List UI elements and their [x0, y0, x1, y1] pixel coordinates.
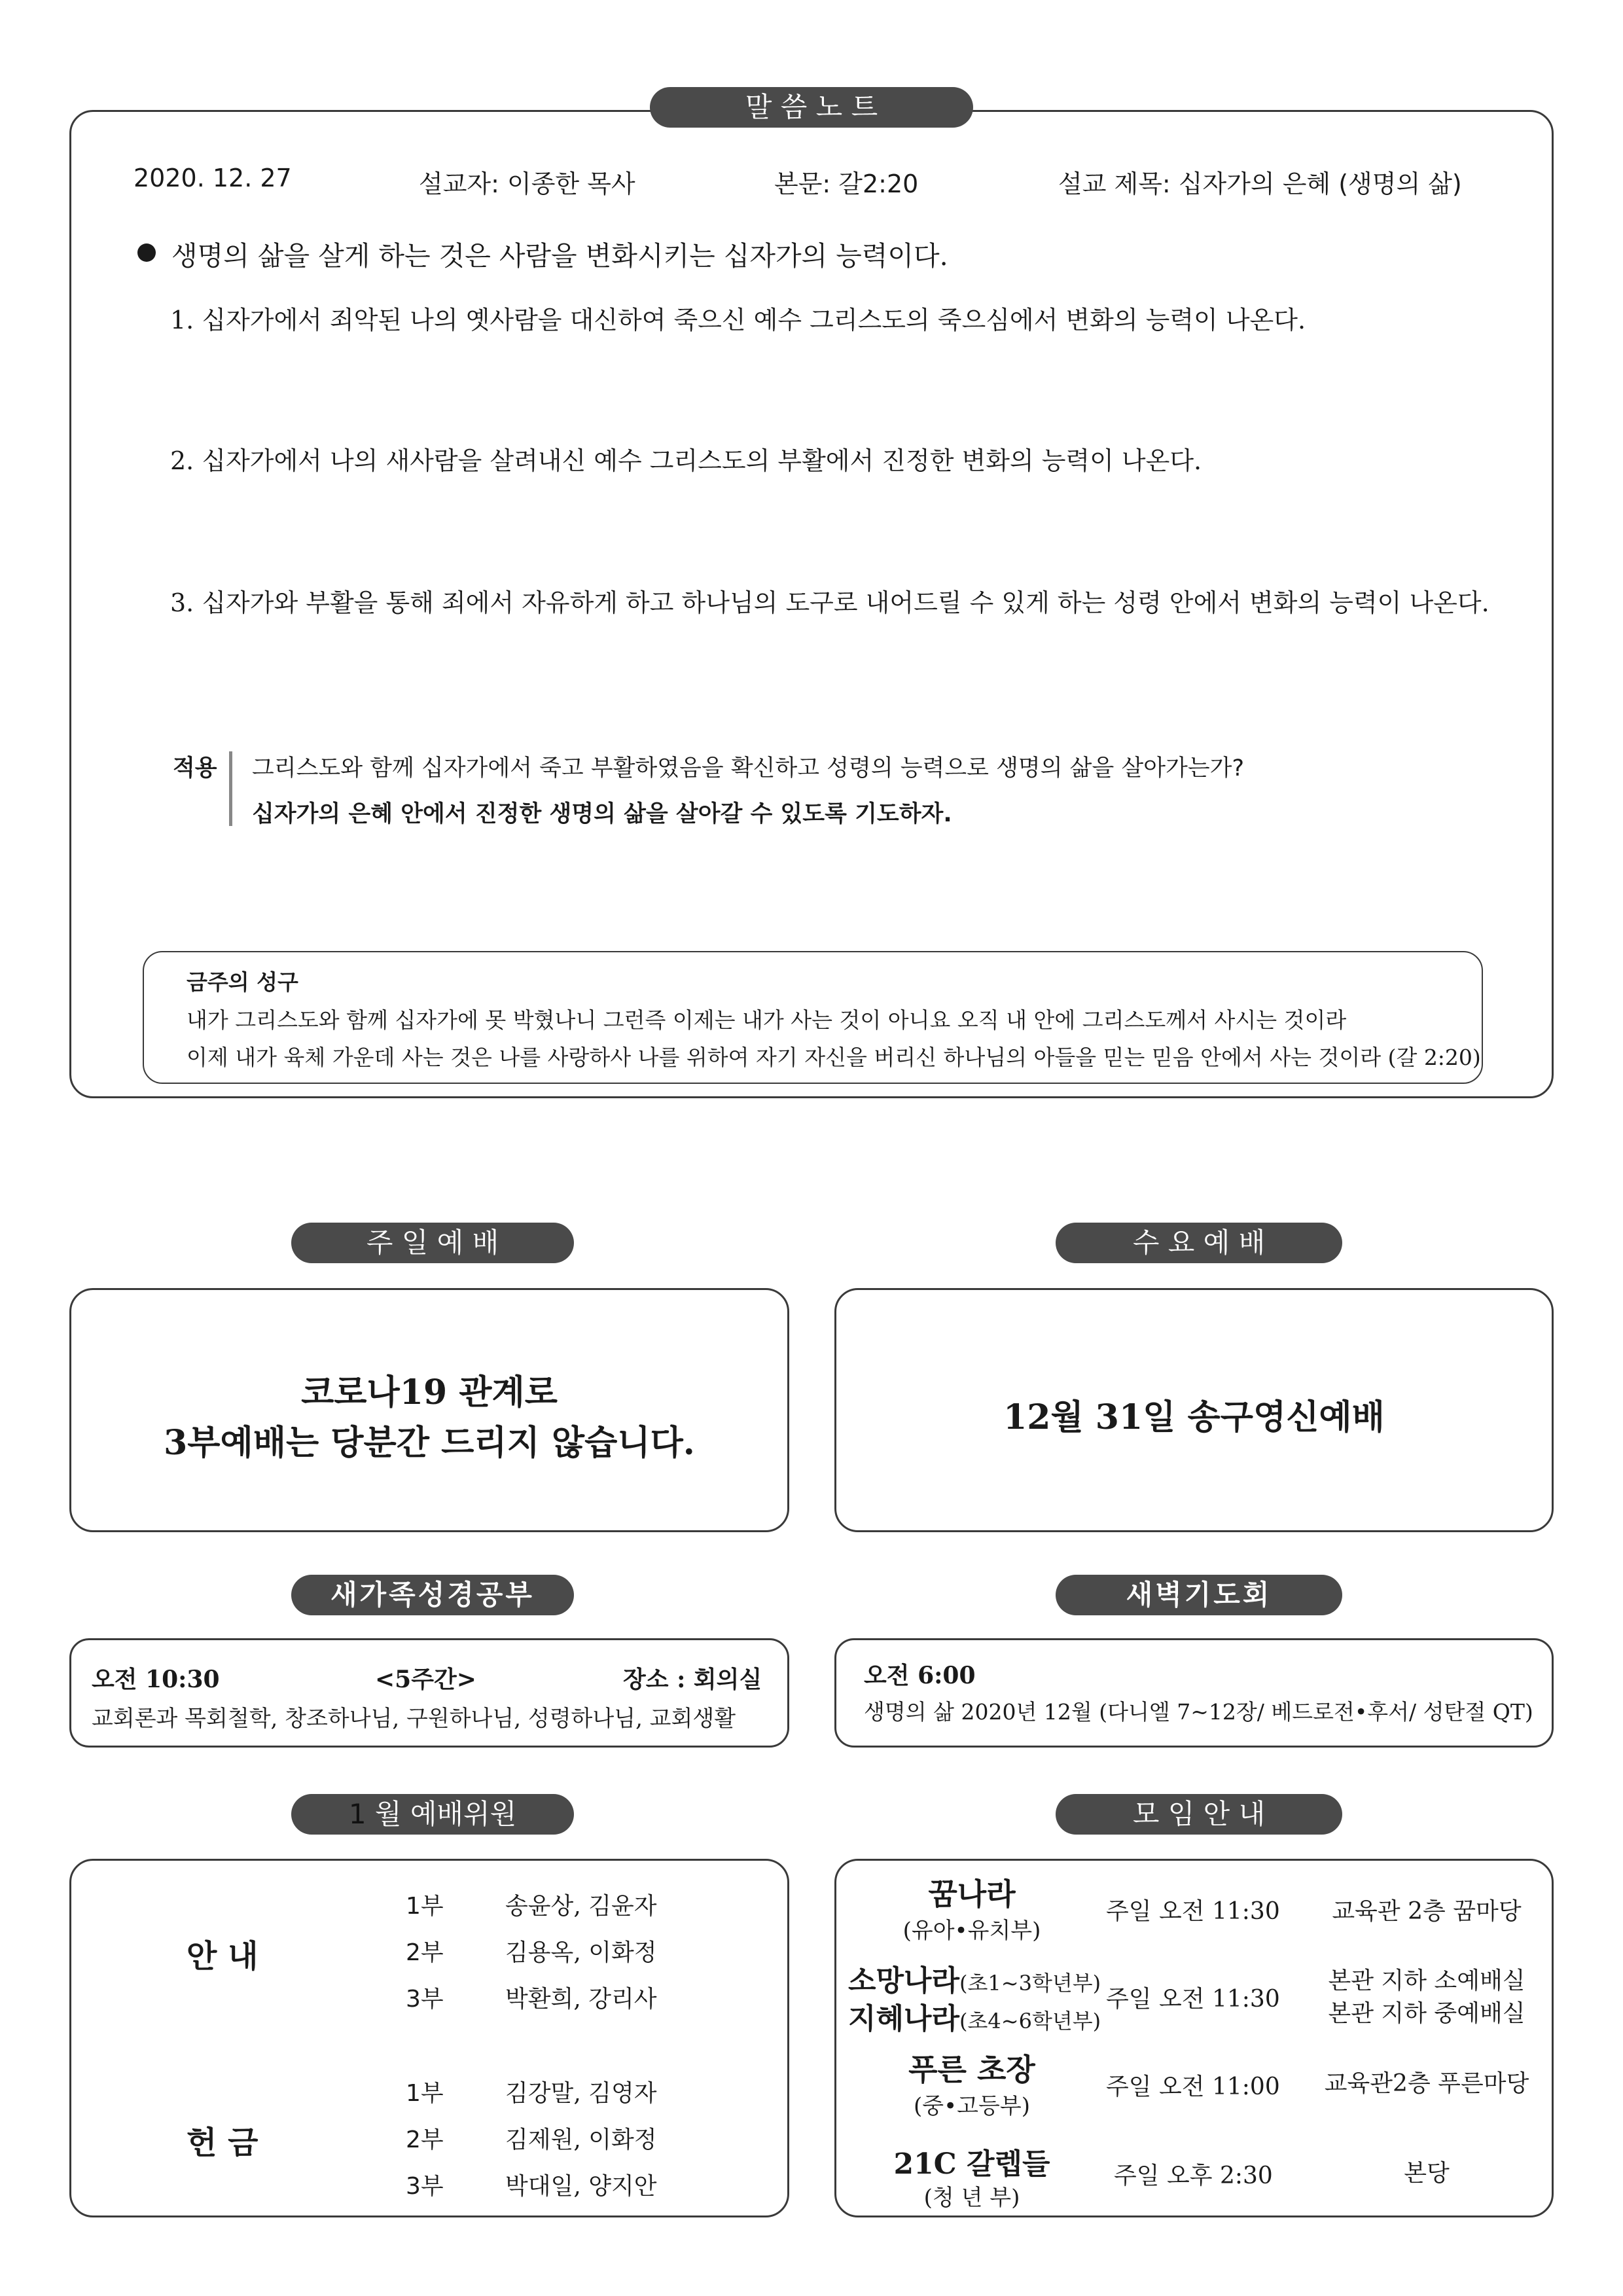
meeting-place: 교육관 2층 꿈마당 [1332, 1898, 1522, 1925]
sermon-date: 2020. 12. 27 [134, 164, 292, 192]
meeting-sub: (중•고등부) [914, 2093, 1030, 2119]
weekly-verse-title: 금주의 성구 [187, 969, 298, 995]
worship-committee-title-text: 월 예배위원 [366, 1798, 517, 1830]
weekly-verse-line-2: 이제 내가 육체 가운데 사는 것은 나를 사랑하사 나를 위하여 자기 자신을 버리신 하나님의 아들을 믿는 믿음 안에서 사는 것이라 (갈 2:20) [187, 1045, 1481, 1070]
new-family-study-duration: <5주간> [375, 1666, 476, 1693]
meeting-place: 본당 [1404, 2160, 1450, 2187]
worship-committee-title-number: 1 [348, 1798, 366, 1830]
dawn-prayer-text: 생명의 삶 2020년 12월 (다니엘 7~12장/ 베드로전•후서/ 성탄절 QT) [864, 1699, 1533, 1725]
meeting-name [848, 1957, 1101, 1999]
application-line-2: 십자가의 은혜 안에서 진정한 생명의 삶을 살아갈 수 있도록 기도하자. [252, 801, 952, 827]
meeting-name [848, 1995, 1101, 2037]
new-family-study-place: 장소 : 회의실 [623, 1666, 762, 1693]
committee-row-part: 2부 [406, 2126, 444, 2153]
committee-row-part: 2부 [406, 1939, 444, 1966]
meeting-time: 주일 오전 11:30 [1106, 1986, 1280, 2013]
sermon-passage: 본문: 갈2:20 [774, 170, 919, 198]
committee-row-part: 1부 [406, 2080, 444, 2107]
new-family-study-title: 새가족성경공부 [291, 1575, 574, 1615]
weekly-verse-line-1: 내가 그리스도와 함께 십자가에 못 박혔나니 그런즉 이제는 내가 사는 것이 아니요 오직 내 안에 그리스도께서 사시는 것이라 [187, 1007, 1347, 1033]
meeting-time: 주일 오전 11:30 [1106, 1898, 1280, 1925]
committee-row-names: 송윤상, 김윤자 [505, 1893, 657, 1920]
meeting-name: 꿈나라 [928, 1876, 1016, 1912]
meeting-sub: (청 년 부) [923, 2185, 1020, 2211]
sermon-main-point: 생명의 삶을 살게 하는 것은 사람을 변화시키는 십자가의 능력이다. [171, 240, 948, 272]
meeting-sub: (유아•유치부) [902, 1918, 1041, 1944]
application-label: 적용 [173, 755, 217, 781]
new-family-study-topics: 교회론과 목회철학, 창조하나님, 구원하나님, 성령하나님, 교회생활 [92, 1706, 736, 1732]
committee-row-part: 1부 [406, 1893, 444, 1920]
meeting-name: 푸른 초장 [908, 2052, 1035, 2087]
meeting-name-text: 소망나라 [848, 1964, 960, 1998]
committee-row-names: 김강말, 김영자 [505, 2080, 657, 2107]
sermon-point-2: 2. 십자가에서 나의 새사람을 살려내신 예수 그리스도의 부활에서 진정한 변화의 능력이 나온다. [170, 446, 1202, 475]
committee-group-label-offering: 헌 금 [187, 2125, 259, 2161]
dawn-prayer-title: 새벽기도회 [1056, 1575, 1342, 1615]
meeting-name-text: 지혜나라 [848, 2002, 960, 2036]
meeting-place: 교육관2층 푸른마당 [1324, 2070, 1529, 2097]
meeting-time: 주일 오후 2:30 [1114, 2162, 1273, 2189]
meeting-time: 주일 오전 11:00 [1106, 2073, 1280, 2100]
meeting-place: 본관 지하 중예배실 [1328, 2000, 1525, 2027]
meeting-place: 본관 지하 소예배실 [1328, 1967, 1525, 1994]
sermon-title: 설교 제목: 십자가의 은혜 (생명의 삶) [1058, 170, 1462, 198]
sermon-point-1: 1. 십자가에서 죄악된 나의 옛사람을 대신하여 죽으신 예수 그리스도의 죽으심에서 변화의 능력이 나온다. [170, 306, 1306, 334]
new-family-study-time: 오전 10:30 [92, 1666, 220, 1693]
committee-row-names: 박환희, 강리사 [505, 1986, 657, 2013]
sunday-service-line-1: 코로나19 관계로 [301, 1372, 558, 1412]
committee-row-part: 3부 [406, 1986, 444, 2013]
wednesday-service-text: 12월 31일 송구영신예배 [1003, 1397, 1385, 1437]
sermon-note-title: 말 씀 노 트 [650, 87, 973, 128]
bullet-dot-icon [137, 243, 156, 262]
committee-row-part: 3부 [406, 2173, 444, 2200]
committee-row-names: 박대일, 양지안 [505, 2173, 657, 2200]
committee-group-label-guide: 안 내 [187, 1938, 259, 1975]
dawn-prayer-box [834, 1638, 1554, 1748]
worship-committee-title [291, 1794, 574, 1835]
sermon-preacher: 설교자: 이종한 목사 [419, 170, 635, 198]
sunday-service-title: 주 일 예 배 [291, 1223, 574, 1263]
application-divider [229, 751, 232, 826]
meeting-name: 21C 갈렙들 [893, 2147, 1050, 2181]
sermon-point-3: 3. 십자가와 부활을 통해 죄에서 자유하게 하고 하나님의 도구로 내어드릴 수 있게 하는 성령 안에서 변화의 능력이 나온다. [170, 588, 1489, 617]
sunday-service-line-2: 3부예배는 당분간 드리지 않습니다. [164, 1423, 695, 1463]
committee-row-names: 김용옥, 이화정 [505, 1939, 657, 1966]
meeting-name-suffix: (초1~3학년부) [959, 1971, 1101, 1996]
wednesday-service-title: 수 요 예 배 [1056, 1223, 1342, 1263]
dawn-prayer-time: 오전 6:00 [864, 1662, 976, 1689]
meetings-title: 모 임 안 내 [1056, 1794, 1342, 1835]
meeting-name-suffix: (초4~6학년부) [959, 2009, 1101, 2034]
application-line-1: 그리스도와 함께 십자가에서 죽고 부활하였음을 확신하고 성령의 능력으로 생명의 삶을 살아가는가? [252, 755, 1245, 781]
committee-row-names: 김제원, 이화정 [505, 2126, 657, 2153]
